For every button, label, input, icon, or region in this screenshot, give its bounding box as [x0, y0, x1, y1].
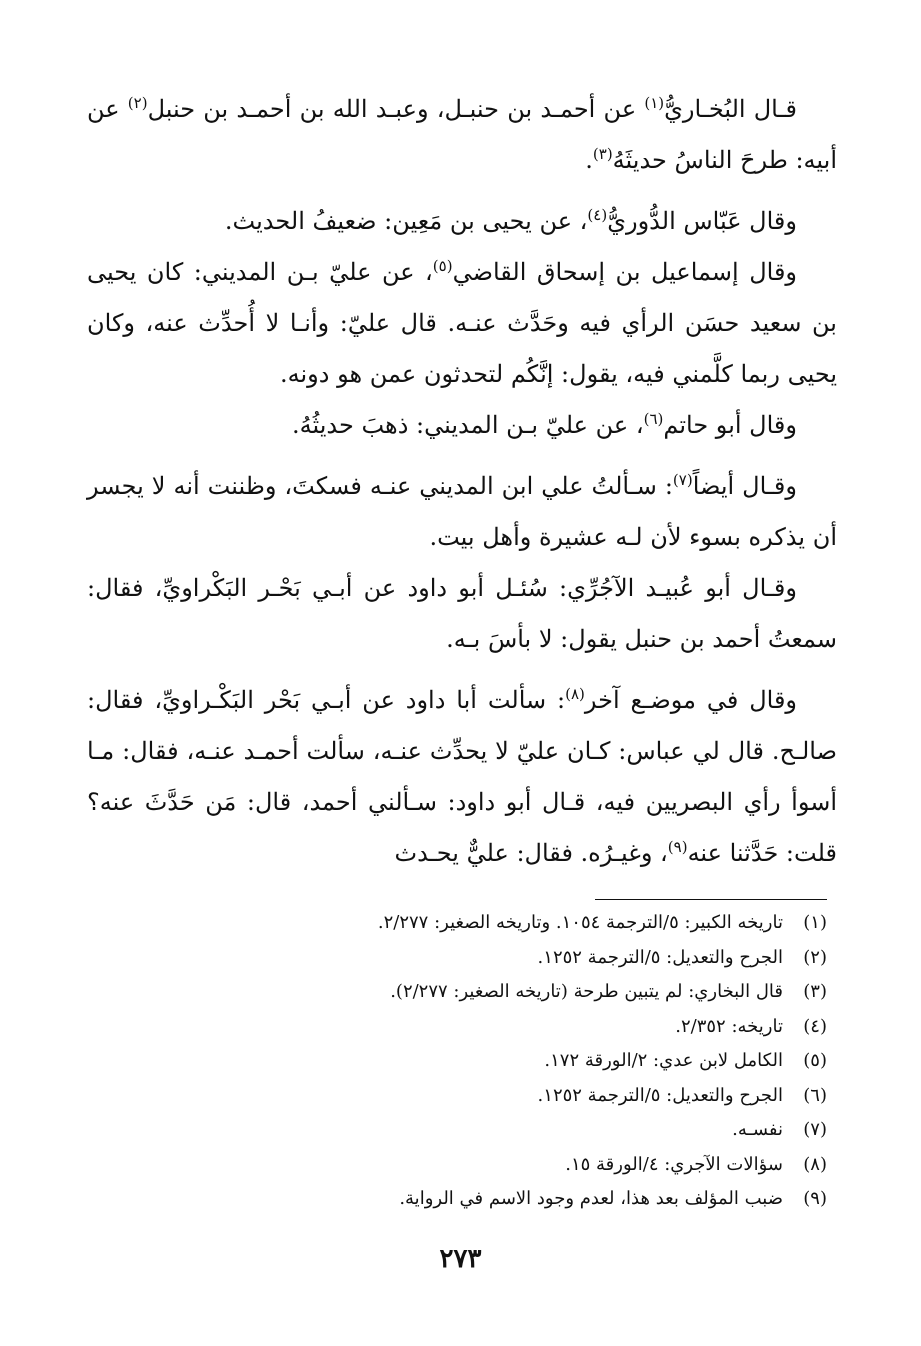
text-run: عن أبيه: طرحَ الناسُ حديثَهُ [87, 95, 837, 174]
paragraph-4 [87, 400, 837, 451]
footnote-number: (٢) [803, 946, 827, 968]
text-run: عن أحمـد بن حنبـل، وعبـد الله بن أحمـد بن حنبل [147, 95, 645, 123]
paragraph-1 [87, 84, 837, 186]
footnote-text: تاريخه الكبير: ٥/الترجمة ١٠٥٤. وتاريخه الصغير: ٢/٢٧٧. [377, 912, 783, 933]
footnote-marker: (٩) [667, 838, 688, 856]
text-run: وقـال أبو عُبيـد الآجُرِّي: سُئـل أبو داود عن أبـي بَحْـر البَكْراويِّ، فقال: سمعتُ أحمد بن حنبل يقول: لا بأسَ بـه. [87, 574, 837, 653]
footnote-number: (٥) [803, 1050, 827, 1071]
footnote-1 [127, 906, 827, 941]
footnote-divider [595, 899, 827, 900]
footnote-text: قال البخاري: لم يتبين طرحة (تاريخه الصغير: ٢/٢٧٧). [390, 981, 783, 1002]
text-run: قـال البُخـاريُّ [664, 95, 797, 123]
text-run: ، وغيـرُه. فقال: عليٌّ يحـدث [394, 839, 668, 867]
footnote-3 [127, 975, 827, 1010]
paragraph-7 [87, 675, 837, 879]
footnote-marker: (٦) [643, 410, 664, 428]
text-run: ، عن عليّ بـن المديني: ذهبَ حديثُهُ. [292, 411, 644, 439]
footnote-6 [127, 1079, 827, 1114]
text-run: . [585, 146, 593, 174]
text-run: ، عن عليّ بـن المديني: كان يحيى بن سعيد حسَن الرأي فيه وحَدَّث عنـه. قال عليّ: وأنـا لا أُحدِّث عنه، وكان يحيى ربما كلَّمني فيه، يقول: إنَّكُم لتحدثون عمن هو دونه. [87, 258, 837, 388]
footnote-2 [127, 941, 827, 976]
footnote-number: (١) [803, 912, 827, 933]
footnote-number: (٣) [803, 981, 827, 1002]
footnote-number: (٩) [803, 1188, 827, 1209]
text-run: وقال عَبّاس الدُّوريُّ [607, 207, 797, 235]
footnote-9 [127, 1182, 827, 1217]
footnote-marker: (٧) [672, 471, 693, 489]
footnotes-list [127, 906, 827, 1217]
footnote-number: (٦) [803, 1084, 827, 1106]
text-run: وقال أبو حاتم [663, 411, 797, 439]
footnote-text: الكامل لابن عدي: ٢/الورقة ١٧٢. [544, 1050, 783, 1071]
footnote-marker: (٤) [587, 206, 608, 224]
footnote-number: (٤) [803, 1015, 827, 1037]
footnote-marker: (٢) [127, 94, 148, 112]
footnote-marker: (٥) [432, 257, 453, 275]
footnote-text: سؤالات الآجري: ٤/الورقة ١٥. [565, 1153, 783, 1175]
footnote-marker: (٨) [565, 685, 585, 703]
page-number: ٢٧٣ [439, 1244, 482, 1274]
text-run: : سألت أبا داود عن أبـي بَحْر البَكْـراويِّ، فقال: صالـح. قال لي عباس: كـان عليّ لا يحدِّث عنـه، سألت أحمـد عنـه، فقال: مـا أسوأ رأي البصريين فيه، قـال أبو داود: سـألني أحمد، قال: مَن حَدَّثَ عنه؟ قلت: حَدَّثنا عنه [87, 686, 837, 867]
footnote-5 [127, 1044, 827, 1079]
paragraph-6 [87, 563, 837, 665]
footnote-text: الجرح والتعديل: ٥/الترجمة ١٢٥٢. [537, 946, 783, 968]
text-run: وقال في موضـع آخر [584, 686, 798, 714]
footnote-number: (٧) [803, 1119, 827, 1140]
text-run: ، عن يحيى بن مَعِين: ضعيفُ الحديث. [224, 207, 588, 235]
footnote-marker: (١) [644, 94, 665, 112]
footnote-number: (٨) [803, 1153, 827, 1175]
footnote-text: الجرح والتعديل: ٥/الترجمة ١٢٥٢. [537, 1084, 783, 1106]
text-run: وقال إسماعيل بن إسحاق القاضي [452, 258, 798, 286]
paragraph-2 [87, 196, 837, 247]
text-run: : سـألتُ علي ابن المديني عنـه فسكتَ، وظننت أنه لا يجسر أن يذكره بسوء لأن لـه عشيرة وأهل بيت. [87, 472, 837, 551]
paragraph-3 [87, 247, 837, 400]
footnote-text: نفسـه. [732, 1119, 783, 1140]
footnote-text: تاريخه: ٢/٣٥٢. [675, 1015, 783, 1037]
footnote-text: ضبب المؤلف بعد هذا، لعدم وجود الاسم في الرواية. [399, 1188, 783, 1209]
paragraph-5 [87, 461, 837, 563]
footnote-7 [127, 1113, 827, 1148]
main-text [87, 84, 837, 879]
footnote-marker: (٣) [592, 145, 613, 163]
footnote-4 [127, 1010, 827, 1045]
footnote-8 [127, 1148, 827, 1183]
text-run: وقـال أيضاً [692, 472, 797, 500]
